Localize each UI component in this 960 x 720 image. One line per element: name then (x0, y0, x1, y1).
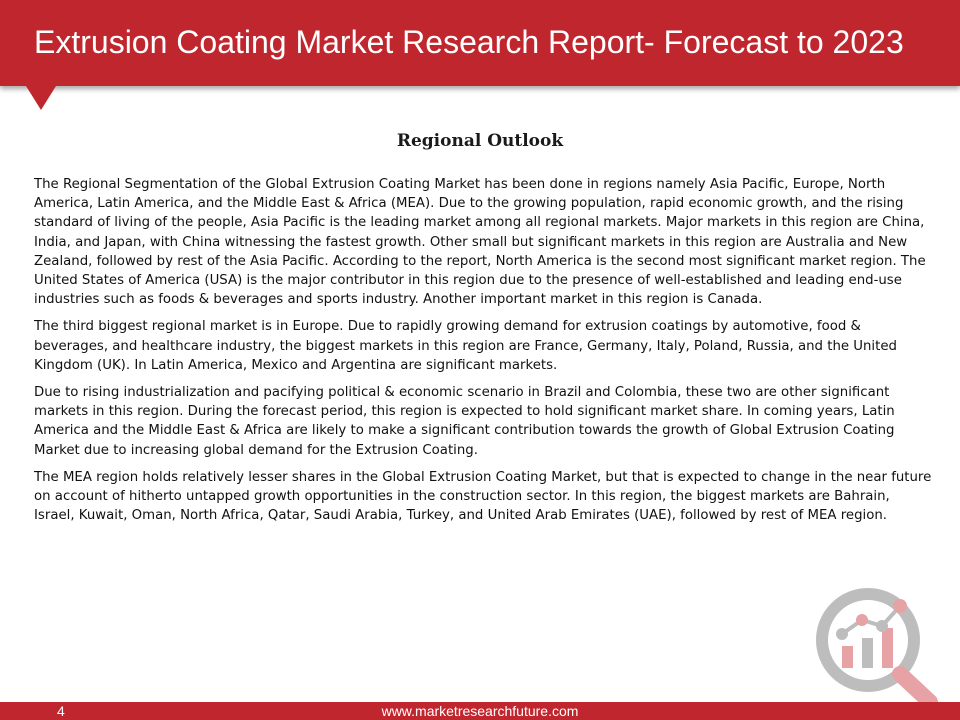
trend-dot-3 (876, 620, 888, 632)
paragraph-mea: The MEA region holds relatively lesser shares in the Global Extrusion Coating Market, but that is expected to change in the near future on account of hitherto untapped growth opportunities in the construction sector. In this region, the biggest markets are Bahrain, Israel, Kuwait, Oman, North Africa, Qatar, Saudi Arabia, Turkey, and United Arab Emirates (UAE), followed by rest of MEA region. (34, 469, 932, 524)
banner-notch (26, 86, 56, 110)
page-number: 4 (57, 703, 65, 719)
bar-shape-3 (882, 628, 893, 668)
section-heading: Regional Outlook (396, 131, 564, 151)
footer-url: www.marketresearchfuture.com (381, 703, 579, 719)
footer-bar (0, 702, 960, 720)
bar-shape-1 (842, 646, 853, 668)
paragraph-latin-america: Due to rising industrialization and pacifying political & economic scenario in Brazil and Colombia, these two are other significant markets in this region. During the forecast period, this region is expected to hold significant market share. In coming years, Latin America and the Middle East & Africa are likely to make a significant contribution towards the growth of Global Extrusion Coating Market due to increasing global demand for the Extrusion Coating. (34, 385, 895, 458)
trend-dot-1 (836, 628, 848, 640)
trend-dot-4 (893, 599, 907, 613)
title-banner (0, 0, 960, 86)
slide-title: Extrusion Coating Market Research Report- Forecast to 2023 (34, 24, 904, 60)
paragraph-asia-pacific: The Regional Segmentation of the Global Extrusion Coating Market has been done in regions namely Asia Pacific, Europe, North America, Latin America, and the Middle East & Africa (MEA). Due to the growing population, rapid economic growth, and the rising standard of living of the people, Asia Pacific is the leading market among all regional markets. Major markets in this region are China, India, and Japan, with China witnessing the fastest growth. Other small but significant markets in this region are Australia and New Zealand, followed by rest of the Asia Pacific. According to the report, North America is the second most significant market region. The United States of America (USA) is the major contributor in this region due to the presence of well-established and leading end-use industries such as foods & beverages and sports industry. Another important market in this region is Canada. (34, 177, 926, 308)
magnifier-chart-icon (812, 584, 952, 706)
body-text (34, 175, 934, 533)
bar-shape-2 (862, 638, 873, 668)
trend-dot-2 (856, 614, 868, 626)
paragraph-europe: The third biggest regional market is in Europe. Due to rapidly growing demand for extrusion coatings by automotive, food & beverages, and healthcare industry, the biggest markets in this region are France, Germany, Italy, Poland, Russia, and the United Kingdom (UK). In Latin America, Mexico and Argentina are significant markets. (34, 319, 897, 373)
handle-shape (900, 674, 930, 702)
